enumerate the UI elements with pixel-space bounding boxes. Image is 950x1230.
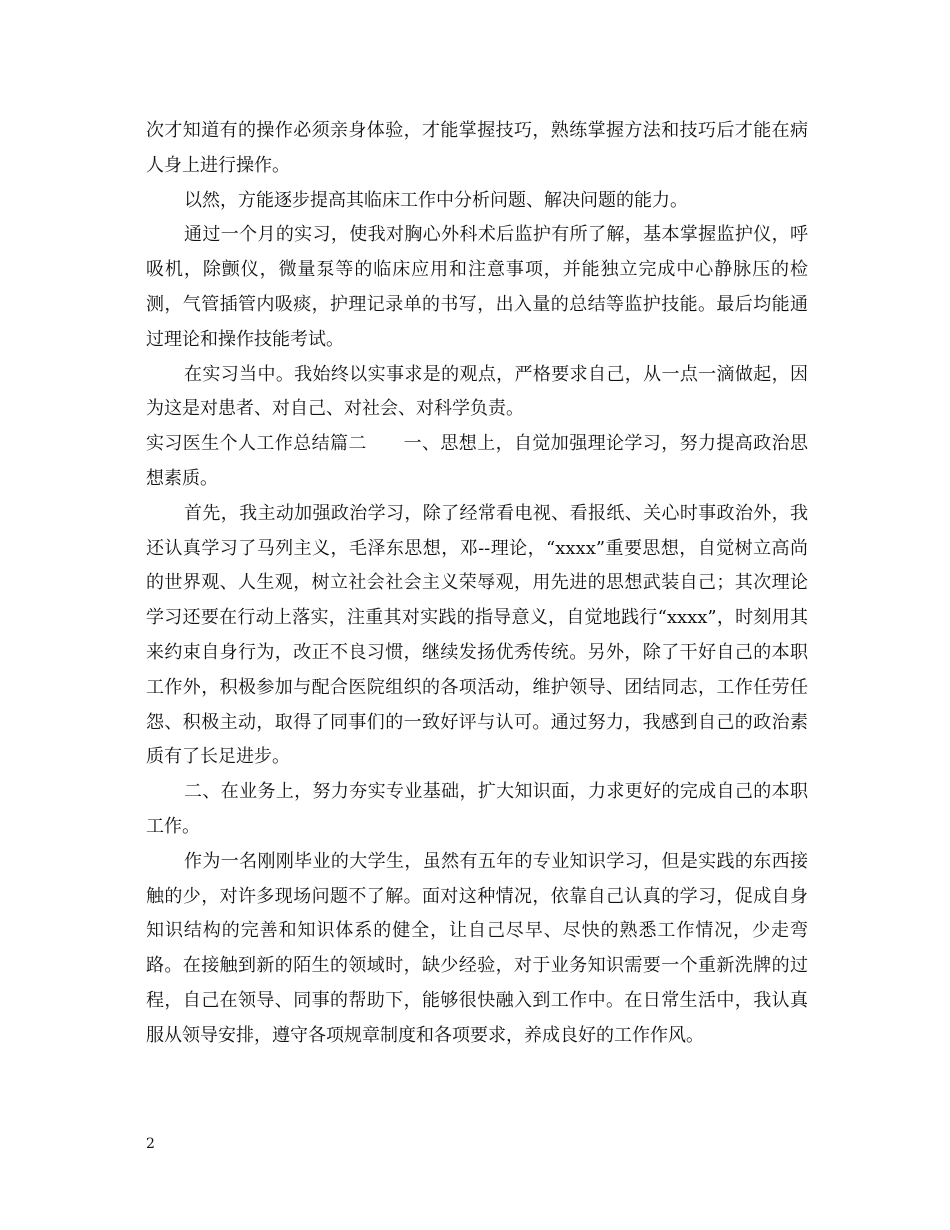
paragraph: 二、在业务上，努力夯实专业基础，扩大知识面，力求更好的完成自己的本职工作。 <box>146 781 808 837</box>
document-body <box>146 114 808 1054</box>
paragraph: 以然，方能逐步提高其临床工作中分析问题、解决问题的能力。 <box>184 189 688 211</box>
paragraph: 次才知道有的操作必须亲身体验，才能掌握技巧，熟练掌握方法和技巧后才能在病人身上进行操作。 <box>146 120 808 176</box>
paragraph: 通过一个月的实习，使我对胸心外科术后监护有所了解，基本掌握监护仪，呼吸机，除颤仪，微量泵等的临床应用和注意事项，并能独立完成中心静脉压的检测，气管插管内吸痰，护理记录单的书写，出入量的总结等监护技能。最后均能通过理论和操作技能考试。 <box>146 224 808 350</box>
paragraph: 作为一名刚刚毕业的大学生，虽然有五年的专业知识学习，但是实践的东西接触的少，对许多现场问题不了解。面对这种情况，依靠自己认真的学习，促成自身知识结构的完善和知识体系的健全，让自己尽早、尽快的熟悉工作情况，少走弯路。在接触到新的陌生的领域时，缺少经验，对于业务知识需要一个重新洗牌的过程，自己在领导、同事的帮助下，能够很快融入到工作中。在日常生活中，我认真服从领导安排，遵守各项规章制度和各项要求，养成良好的工作作风。 <box>146 850 808 1046</box>
paragraph: 首先，我主动加强政治学习，除了经常看电视、看报纸、关心时事政治外，我还认真学习了马列主义，毛泽东思想，邓--理论，“xxxx”重要思想，自觉树立高尚的世界观、人生观，树立社会社会主义荣辱观，用先进的思想武装自己；其次理论学习还要在行动上落实，注重其对实践的指导意义，自觉地践行“xxxx”，时刻用其来约束自身行为，改正不良习惯，继续发扬优秀传统。另外，除了干好自己的本职工作外，积极参加与配合医院组织的各项活动，维护领导、团结同志，工作任劳任怨、积极主动，取得了同事们的一致好评与认可。通过努力，我感到自己的政治素质有了长足进步。 <box>146 502 808 768</box>
paragraph: 在实习当中。我始终以实事求是的观点，严格要求自己，从一点一滴做起，因为这是对患者、对自己、对社会、对科学负责。 <box>146 363 808 420</box>
page-number: 2 <box>146 1136 155 1152</box>
section-heading-paragraph: 实习医生个人工作总结篇二 一、思想上，自觉加强理论学习，努力提高政治思想素质。 <box>146 433 808 489</box>
